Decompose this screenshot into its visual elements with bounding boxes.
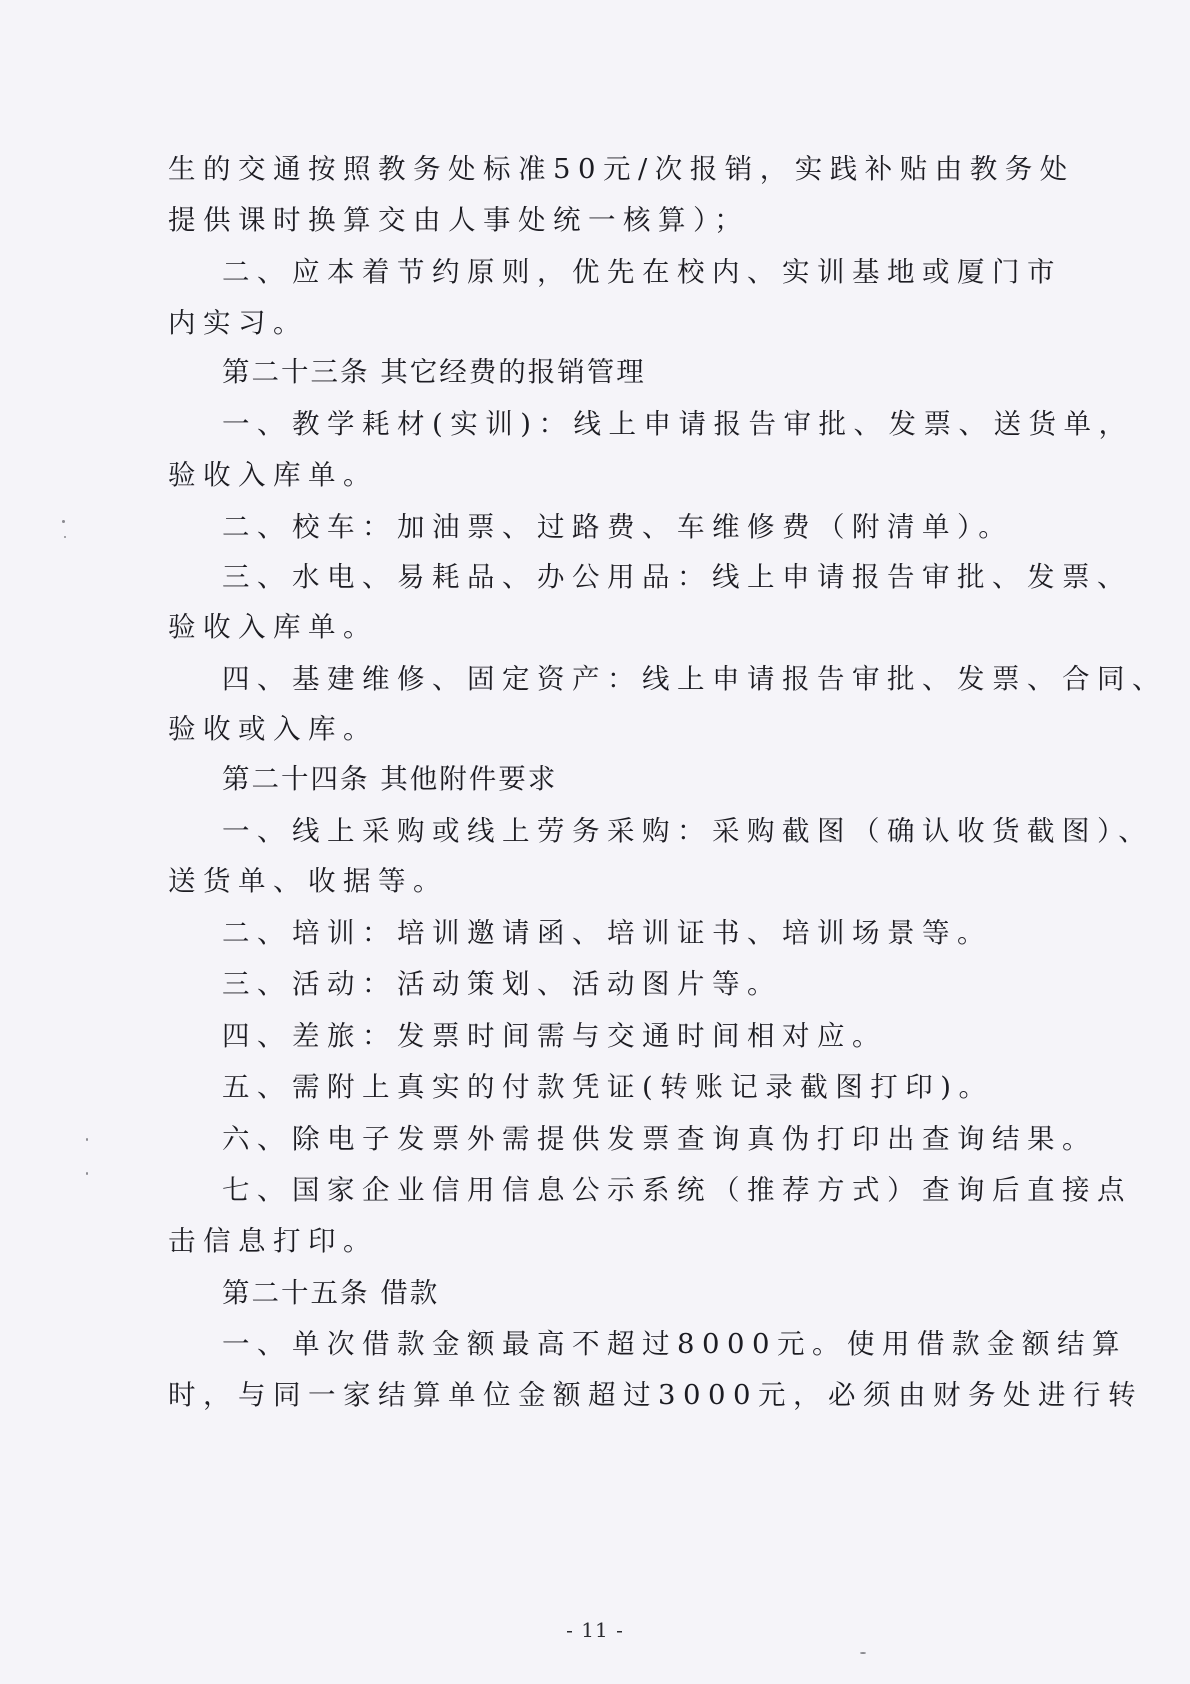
body-line: 时，与同一家结算单位金额超过3000元，必须由财务处进行转 [168, 1379, 1143, 1411]
body-line: 三、水电、易耗品、办公用品：线上申请报告审批、发票、 [222, 561, 1132, 593]
scan-speck [62, 520, 65, 523]
body-line: 六、除电子发票外需提供发票查询真伪打印出查询结果。 [222, 1123, 1097, 1155]
article-heading: 第二十五条 借款 [222, 1277, 440, 1309]
article-heading: 第二十三条 其它经费的报销管理 [222, 356, 646, 388]
body-line: 一、线上采购或线上劳务采购：采购截图（确认收货截图）、 [222, 815, 1154, 847]
body-line: 生的交通按照教务处标准50元/次报销，实践补贴由教务处 [168, 153, 1075, 185]
body-line: 验收或入库。 [168, 713, 378, 745]
body-line: 内实习。 [168, 307, 308, 339]
body-line: 一、单次借款金额最高不超过8000元。使用借款金额结算 [222, 1328, 1127, 1360]
body-line: 验收入库单。 [168, 611, 378, 643]
body-line: 验收入库单。 [168, 459, 378, 491]
article-heading: 第二十四条 其他附件要求 [222, 763, 558, 795]
body-line: 二、培训：培训邀请函、培训证书、培训场景等。 [222, 917, 992, 949]
body-line: 击信息打印。 [168, 1225, 378, 1257]
body-line: 五、需附上真实的付款凭证(转账记录截图打印)。 [222, 1071, 994, 1103]
scan-speck [86, 1138, 88, 1141]
page-number: - 11 - [566, 1618, 624, 1642]
body-line: 二、校车：加油票、过路费、车维修费（附清单）。 [222, 511, 1014, 543]
body-line: 七、国家企业信用信息公示系统（推荐方式）查询后直接点 [222, 1174, 1132, 1206]
scan-speck [86, 1172, 88, 1175]
scan-speck [64, 536, 66, 538]
scan-speck [860, 1652, 866, 1654]
body-line: 送货单、收据等。 [168, 865, 448, 897]
body-line: 三、活动：活动策划、活动图片等。 [222, 968, 782, 1000]
body-line: 二、应本着节约原则，优先在校内、实训基地或厦门市 [222, 256, 1062, 288]
body-line: 提供课时换算交由人事处统一核算）； [168, 204, 750, 236]
body-line: 一、教学耗材(实训)：线上申请报告审批、发票、送货单， [222, 408, 1134, 440]
body-line: 四、差旅：发票时间需与交通时间相对应。 [222, 1020, 887, 1052]
body-line: 四、基建维修、固定资产：线上申请报告审批、发票、合同、 [222, 663, 1167, 695]
